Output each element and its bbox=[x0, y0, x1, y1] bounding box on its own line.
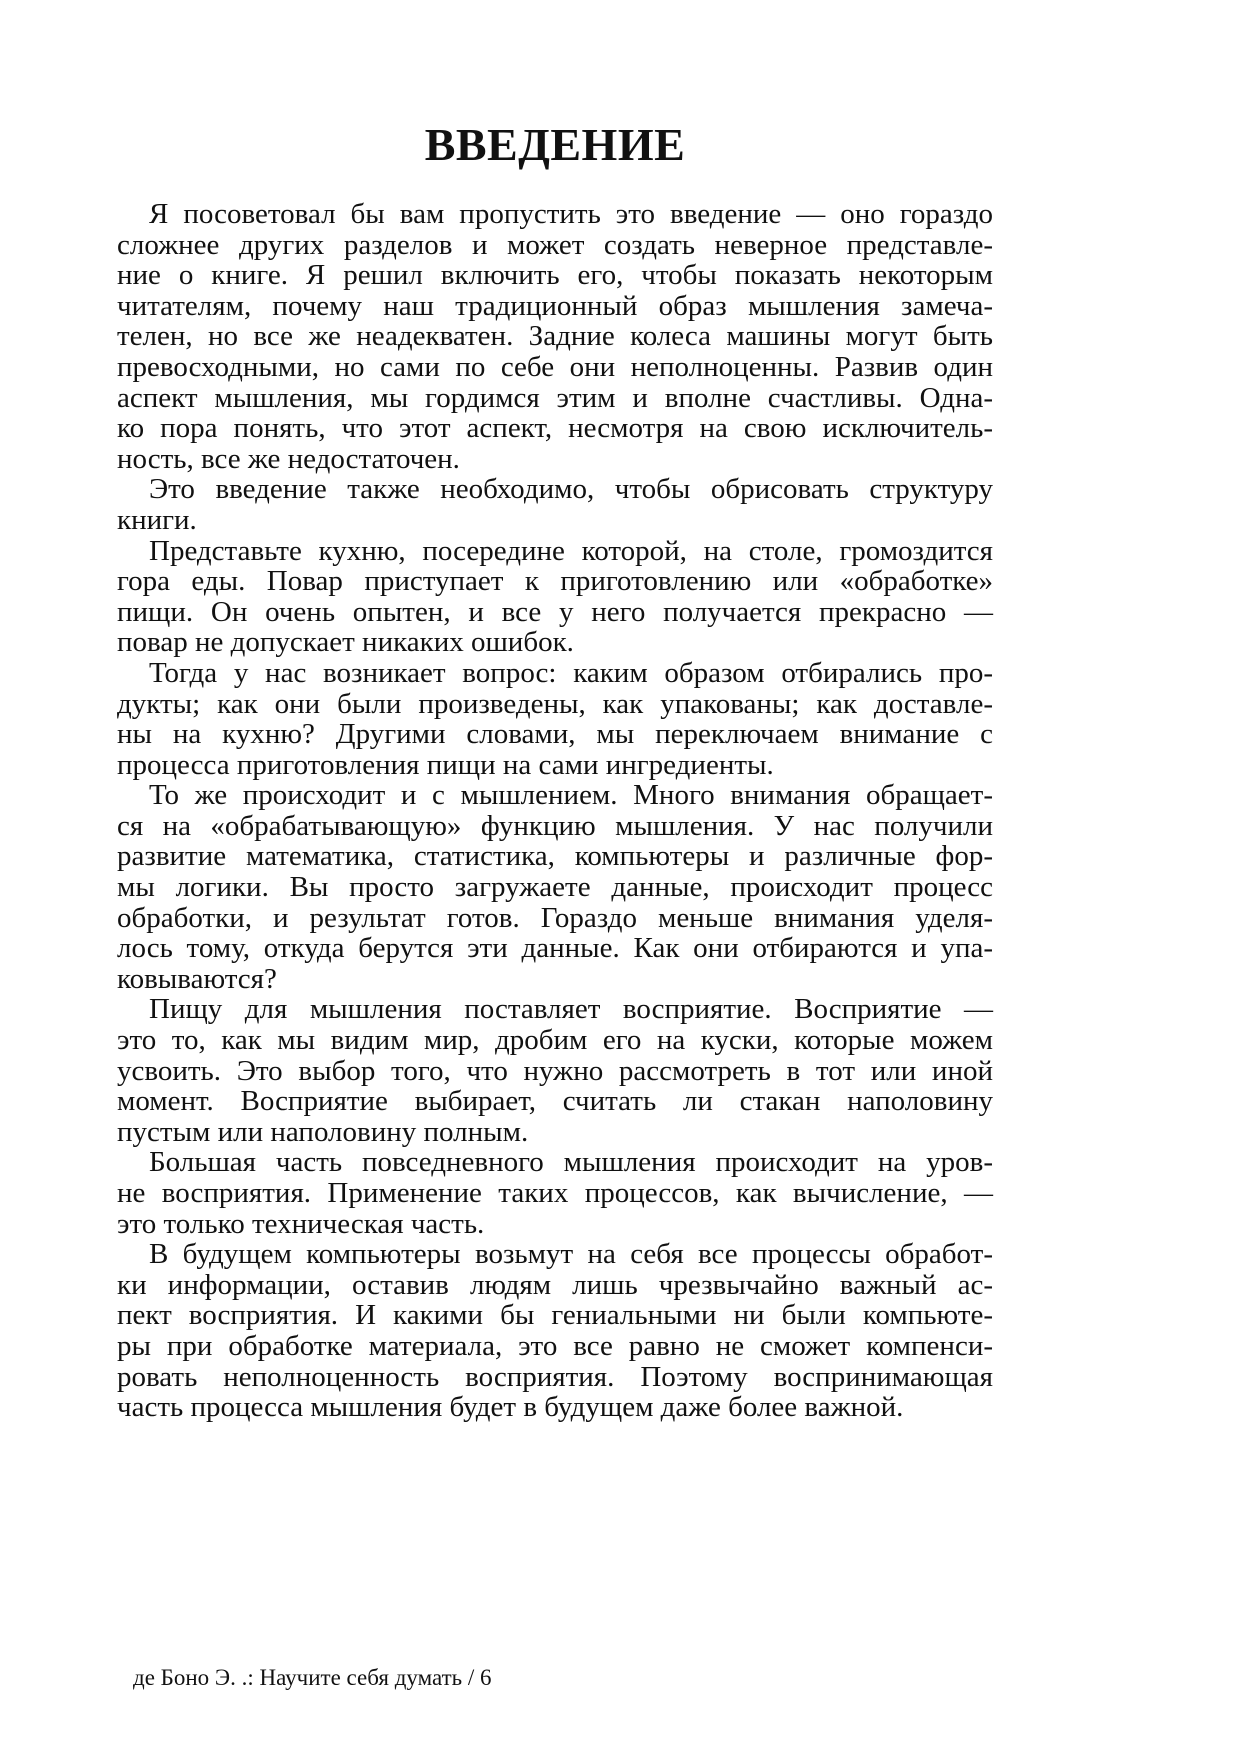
text-line: ность, все же недостаточен. bbox=[117, 442, 460, 475]
text-line: Это введение также необходимо, чтобы обрисовать структуру bbox=[149, 473, 993, 506]
paragraph bbox=[117, 474, 993, 535]
text-line: То же происходит и с мышлением. Много внимания обращает- bbox=[149, 779, 993, 812]
text-line: Представьте кухню, посередине которой, на столе, громоздится bbox=[149, 534, 993, 567]
text-line: пустым или наполовину полным. bbox=[117, 1115, 529, 1148]
text-line: пищи. Он очень опытен, и все у него получается прекрасно — bbox=[117, 595, 993, 628]
text-line: мы логики. Вы просто загружаете данные, происходит процесс bbox=[117, 871, 993, 904]
text-line: Я посоветовал бы вам пропустить это введение — оно гораздо bbox=[149, 198, 993, 230]
text-line: это только техническая часть. bbox=[117, 1207, 485, 1240]
text-line: телен, но все же неадекватен. Задние колеса машины могут быть bbox=[117, 320, 993, 353]
text-line: В будущем компьютеры возьмут на себя все процессы обработ- bbox=[149, 1238, 993, 1271]
text-line: ся на «обрабатывающую» функцию мышления. У нас получили bbox=[117, 809, 993, 842]
body-text bbox=[117, 199, 993, 1423]
paragraph bbox=[117, 1147, 993, 1239]
text-line: Большая часть повседневного мышления происходит на уров- bbox=[149, 1146, 993, 1179]
page-footer: де Боно Э. .: Научите себя думать / 6 bbox=[133, 1665, 492, 1690]
text-line: ковываются? bbox=[117, 962, 277, 995]
text-line: лось тому, откуда берутся эти данные. Как они отбираются и упа- bbox=[117, 932, 993, 965]
text-line: развитие математика, статистика, компьютеры и различные фор- bbox=[117, 840, 993, 873]
text-line: дукты; как они были произведены, как упакованы; как доставле- bbox=[117, 687, 993, 720]
text-line: Пищу для мышления поставляет восприятие. Восприятие — bbox=[149, 993, 993, 1026]
chapter-title: ВВЕДЕНИЕ bbox=[424, 119, 686, 170]
text-line: обработки, и результат готов. Гораздо меньше внимания уделя- bbox=[117, 901, 993, 934]
paragraph bbox=[117, 658, 993, 780]
text-line: не восприятия. Применение таких процессов, как вычисление, — bbox=[117, 1177, 993, 1209]
paragraph bbox=[117, 994, 993, 1147]
text-line: усвоить. Это выбор того, что нужно рассмотреть в тот или иной bbox=[117, 1054, 993, 1087]
text-line: Тогда у нас возникает вопрос: каким образом отбирались про- bbox=[149, 656, 993, 689]
text-line: книги. bbox=[117, 503, 197, 536]
text-line: ны на кухню? Другими словами, мы переключаем внимание с bbox=[117, 718, 993, 751]
text-line: ко пора понять, что этот аспект, несмотря на свою исключитель- bbox=[117, 412, 993, 445]
paragraph bbox=[117, 536, 993, 658]
paragraph bbox=[117, 199, 993, 474]
text-line: ры при обработке материала, это все равно не сможет компенси- bbox=[117, 1329, 993, 1362]
text-line: ки информации, оставив людям лишь чрезвычайно важный ас- bbox=[117, 1268, 993, 1301]
text-line: гора еды. Повар приступает к приготовлению или «обработке» bbox=[117, 565, 993, 598]
text-line: ровать неполноценность восприятия. Поэтому воспринимающая bbox=[117, 1360, 993, 1393]
text-line: пект восприятия. И какими бы гениальными ни были компьюте- bbox=[117, 1299, 993, 1332]
text-line: превосходными, но сами по себе они неполноценны. Развив один bbox=[117, 350, 993, 383]
text-line: часть процесса мышления будет в будущем даже более важной. bbox=[117, 1391, 904, 1424]
text-line: повар не допускает никаких ошибок. bbox=[117, 626, 574, 659]
text-line: момент. Восприятие выбирает, считать ли стакан наполовину bbox=[117, 1085, 993, 1118]
text-line: аспект мышления, мы гордимся этим и вполне счастливы. Одна- bbox=[117, 381, 993, 414]
text-line: сложнее других разделов и может создать неверное представле- bbox=[117, 228, 993, 261]
text-line: ние о книге. Я решил включить его, чтобы показать некоторым bbox=[117, 259, 993, 292]
text-line: это то, как мы видим мир, дробим его на куски, которые можем bbox=[117, 1024, 993, 1057]
text-line: процесса приготовления пищи на сами ингредиенты. bbox=[117, 748, 774, 781]
paragraph bbox=[117, 1239, 993, 1423]
text-line: читателям, почему наш традиционный образ мышления замеча- bbox=[117, 289, 993, 322]
paragraph bbox=[117, 780, 993, 994]
